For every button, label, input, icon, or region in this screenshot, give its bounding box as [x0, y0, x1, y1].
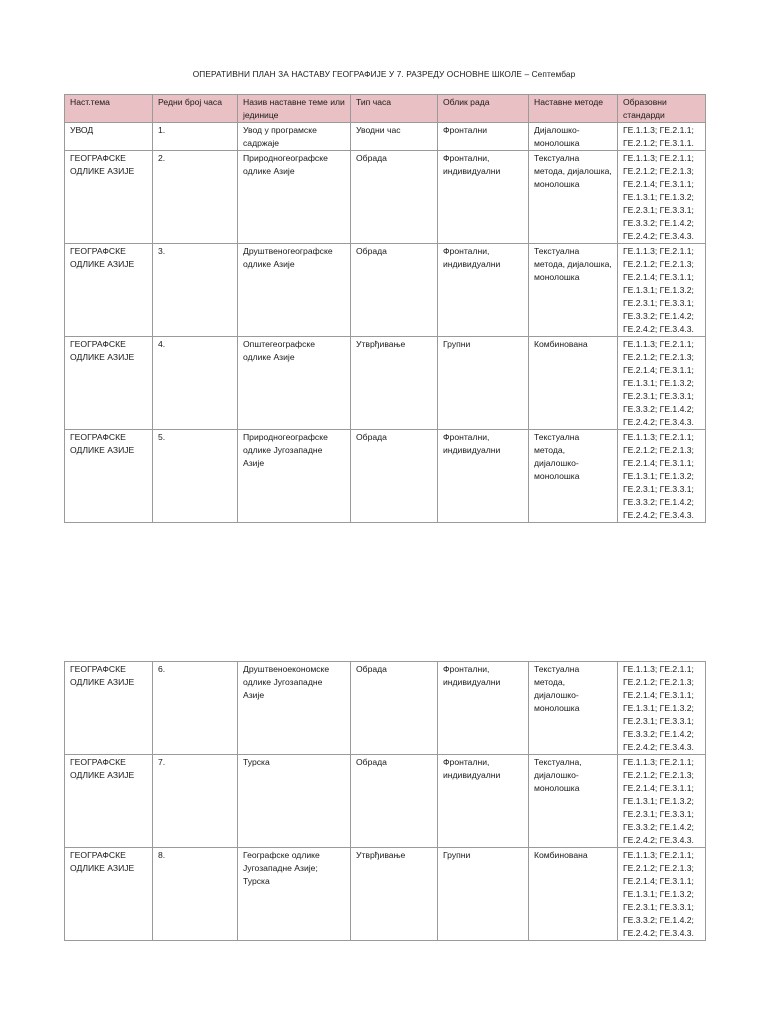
standards-line: ГЕ.2.3.1; ГЕ.3.3.1; — [623, 484, 694, 494]
standards-line: ГЕ.1.3.1; ГЕ.1.3.2; — [623, 889, 694, 899]
standards-cell — [618, 244, 706, 337]
standards-line: ГЕ.2.1.2; ГЕ.2.1.3; — [623, 166, 694, 176]
methods-cell: Текстуална, дијалошко-монолошка — [529, 755, 618, 848]
standards-line: ГЕ.2.1.2; ГЕ.2.1.3; — [623, 445, 694, 455]
standards-line: ГЕ.3.3.2; ГЕ.1.4.2; — [623, 218, 694, 228]
header-unit-name: Назив наставне теме или јединице — [238, 95, 351, 123]
standards-line: ГЕ.2.4.2; ГЕ.3.4.3. — [623, 231, 694, 241]
work-form-cell: Фронтални, индивидуални — [438, 755, 529, 848]
methods-cell: Текстуална метода, дијалошка, монолошка — [529, 151, 618, 244]
standards-cell — [618, 151, 706, 244]
standards-line: ГЕ.2.1.4; ГЕ.3.1.1; — [623, 690, 694, 700]
header-topic: Наст.тема — [65, 95, 153, 123]
standards-line: ГЕ.1.3.1; ГЕ.1.3.2; — [623, 378, 694, 388]
work-form-cell: Фронтални — [438, 123, 529, 151]
topic-cell: ГЕОГРАФСКЕ ОДЛИКЕ АЗИЈЕ — [65, 337, 153, 430]
table-row — [65, 151, 706, 244]
standards-line: ГЕ.2.1.4; ГЕ.3.1.1; — [623, 876, 694, 886]
standards-line: ГЕ.2.3.1; ГЕ.3.3.1; — [623, 391, 694, 401]
standards-line: ГЕ.1.3.1; ГЕ.1.3.2; — [623, 192, 694, 202]
work-form-cell: Фронтални, индивидуални — [438, 244, 529, 337]
table-row — [65, 123, 706, 151]
standards-line: ГЕ.2.3.1; ГЕ.3.3.1; — [623, 298, 694, 308]
standards-line: ГЕ.2.1.4; ГЕ.3.1.1; — [623, 272, 694, 282]
unit-name-cell: Друштвеногеографске одлике Азије — [238, 244, 351, 337]
methods-cell: Текстуална метода, дијалошка, монолошка — [529, 244, 618, 337]
standards-line: ГЕ.3.3.2; ГЕ.1.4.2; — [623, 729, 694, 739]
work-form-cell: Групни — [438, 848, 529, 941]
header-lesson-number: Редни број часа — [153, 95, 238, 123]
standards-line: ГЕ.3.3.2; ГЕ.1.4.2; — [623, 915, 694, 925]
table-row — [65, 755, 706, 848]
standards-line: ГЕ.1.3.1; ГЕ.1.3.2; — [623, 285, 694, 295]
standards-line: ГЕ.1.1.3; ГЕ.2.1.1; — [623, 153, 694, 163]
standards-line: ГЕ.1.1.3; ГЕ.2.1.1; — [623, 432, 694, 442]
standards-line: ГЕ.1.3.1; ГЕ.1.3.2; — [623, 796, 694, 806]
standards-line: ГЕ.2.1.4; ГЕ.3.1.1; — [623, 365, 694, 375]
standards-line: ГЕ.2.1.4; ГЕ.3.1.1; — [623, 179, 694, 189]
unit-name-cell: Друштвеноекономске одлике Југозападне Азије — [238, 662, 351, 755]
table-row — [65, 337, 706, 430]
work-form-cell: Фронтални, индивидуални — [438, 151, 529, 244]
standards-line: ГЕ.2.1.2; ГЕ.2.1.3; — [623, 259, 694, 269]
methods-cell: Комбинована — [529, 337, 618, 430]
standards-line: ГЕ.3.3.2; ГЕ.1.4.2; — [623, 497, 694, 507]
standards-line: ГЕ.2.1.2; ГЕ.2.1.3; — [623, 770, 694, 780]
standards-line: ГЕ.2.1.2; ГЕ.3.1.1. — [623, 138, 694, 148]
topic-cell: ГЕОГРАФСКЕ ОДЛИКЕ АЗИЈЕ — [65, 662, 153, 755]
topic-cell: УВОД — [65, 123, 153, 151]
standards-line: ГЕ.2.1.4; ГЕ.3.1.1; — [623, 458, 694, 468]
standards-line: ГЕ.1.1.3; ГЕ.2.1.1; — [623, 125, 694, 135]
standards-line: ГЕ.2.4.2; ГЕ.3.4.3. — [623, 742, 694, 752]
plan-table-2 — [64, 661, 706, 941]
standards-line: ГЕ.2.3.1; ГЕ.3.3.1; — [623, 716, 694, 726]
methods-cell: Дијалошко-монолошка — [529, 123, 618, 151]
lesson-number-cell: 7. — [153, 755, 238, 848]
standards-line: ГЕ.2.4.2; ГЕ.3.4.3. — [623, 417, 694, 427]
standards-line: ГЕ.2.3.1; ГЕ.3.3.1; — [623, 809, 694, 819]
standards-line: ГЕ.1.1.3; ГЕ.2.1.1; — [623, 757, 694, 767]
standards-cell — [618, 123, 706, 151]
standards-cell — [618, 755, 706, 848]
work-form-cell: Групни — [438, 337, 529, 430]
topic-cell: ГЕОГРАФСКЕ ОДЛИКЕ АЗИЈЕ — [65, 848, 153, 941]
standards-line: ГЕ.2.3.1; ГЕ.3.3.1; — [623, 205, 694, 215]
lesson-type-cell: Утврђивање — [351, 337, 438, 430]
methods-cell: Текстуална метода, дијалошко-монолошка — [529, 662, 618, 755]
standards-line: ГЕ.1.1.3; ГЕ.2.1.1; — [623, 339, 694, 349]
header-row — [65, 95, 706, 123]
plan-table-1 — [64, 94, 706, 523]
page-title: ОПЕРАТИВНИ ПЛАН ЗА НАСТАВУ ГЕОГРАФИЈЕ У 7. РАЗРЕДУ ОСНОВНЕ ШКОЛЕ – Септембар — [192, 69, 576, 79]
methods-cell: Текстуална метода, дијалошко-монолошка — [529, 430, 618, 523]
unit-name-cell: Природногеографске одлике Азије — [238, 151, 351, 244]
lesson-type-cell: Обрада — [351, 662, 438, 755]
standards-line: ГЕ.3.3.2; ГЕ.1.4.2; — [623, 822, 694, 832]
standards-line: ГЕ.3.3.2; ГЕ.1.4.2; — [623, 404, 694, 414]
lesson-type-cell: Обрада — [351, 430, 438, 523]
standards-line: ГЕ.2.1.4; ГЕ.3.1.1; — [623, 783, 694, 793]
standards-line: ГЕ.2.1.2; ГЕ.2.1.3; — [623, 863, 694, 873]
standards-line: ГЕ.3.3.2; ГЕ.1.4.2; — [623, 311, 694, 321]
lesson-type-cell: Обрада — [351, 755, 438, 848]
standards-cell — [618, 430, 706, 523]
standards-line: ГЕ.2.4.2; ГЕ.3.4.3. — [623, 324, 694, 334]
standards-cell — [618, 662, 706, 755]
header-work-form: Облик рада — [438, 95, 529, 123]
standards-line: ГЕ.2.4.2; ГЕ.3.4.3. — [623, 510, 694, 520]
unit-name-cell: Турска — [238, 755, 351, 848]
header-lesson-type: Тип часа — [351, 95, 438, 123]
standards-line: ГЕ.2.4.2; ГЕ.3.4.3. — [623, 928, 694, 938]
standards-line: ГЕ.1.3.1; ГЕ.1.3.2; — [623, 471, 694, 481]
standards-line: ГЕ.2.4.2; ГЕ.3.4.3. — [623, 835, 694, 845]
lesson-number-cell: 1. — [153, 123, 238, 151]
unit-name-cell: Географске одлике Југозападне Азије; Турска — [238, 848, 351, 941]
topic-cell: ГЕОГРАФСКЕ ОДЛИКЕ АЗИЈЕ — [65, 430, 153, 523]
work-form-cell: Фронтални, индивидуални — [438, 662, 529, 755]
topic-cell: ГЕОГРАФСКЕ ОДЛИКЕ АЗИЈЕ — [65, 151, 153, 244]
standards-line: ГЕ.1.1.3; ГЕ.2.1.1; — [623, 246, 694, 256]
header-standards: Образовни стандарди — [618, 95, 706, 123]
standards-line: ГЕ.1.1.3; ГЕ.2.1.1; — [623, 850, 694, 860]
standards-cell — [618, 337, 706, 430]
table-row — [65, 430, 706, 523]
lesson-number-cell: 5. — [153, 430, 238, 523]
standards-line: ГЕ.1.1.3; ГЕ.2.1.1; — [623, 664, 694, 674]
standards-line: ГЕ.2.1.2; ГЕ.2.1.3; — [623, 352, 694, 362]
lesson-type-cell: Обрада — [351, 151, 438, 244]
methods-cell: Комбинована — [529, 848, 618, 941]
table-row — [65, 848, 706, 941]
unit-name-cell: Увод у програмске садржаје — [238, 123, 351, 151]
table-row — [65, 662, 706, 755]
standards-line: ГЕ.2.3.1; ГЕ.3.3.1; — [623, 902, 694, 912]
unit-name-cell: Општегеографске одлике Азије — [238, 337, 351, 430]
unit-name-cell: Природногеографске одлике Југозападне Азије — [238, 430, 351, 523]
topic-cell: ГЕОГРАФСКЕ ОДЛИКЕ АЗИЈЕ — [65, 244, 153, 337]
work-form-cell: Фронтални, индивидуални — [438, 430, 529, 523]
topic-cell: ГЕОГРАФСКЕ ОДЛИКЕ АЗИЈЕ — [65, 755, 153, 848]
lesson-type-cell: Уводни час — [351, 123, 438, 151]
lesson-number-cell: 4. — [153, 337, 238, 430]
lesson-number-cell: 2. — [153, 151, 238, 244]
lesson-number-cell: 6. — [153, 662, 238, 755]
lesson-type-cell: Утврђивање — [351, 848, 438, 941]
table-row — [65, 244, 706, 337]
lesson-type-cell: Обрада — [351, 244, 438, 337]
lesson-number-cell: 3. — [153, 244, 238, 337]
standards-cell — [618, 848, 706, 941]
standards-line: ГЕ.1.3.1; ГЕ.1.3.2; — [623, 703, 694, 713]
lesson-number-cell: 8. — [153, 848, 238, 941]
standards-line: ГЕ.2.1.2; ГЕ.2.1.3; — [623, 677, 694, 687]
header-methods: Наставне методе — [529, 95, 618, 123]
